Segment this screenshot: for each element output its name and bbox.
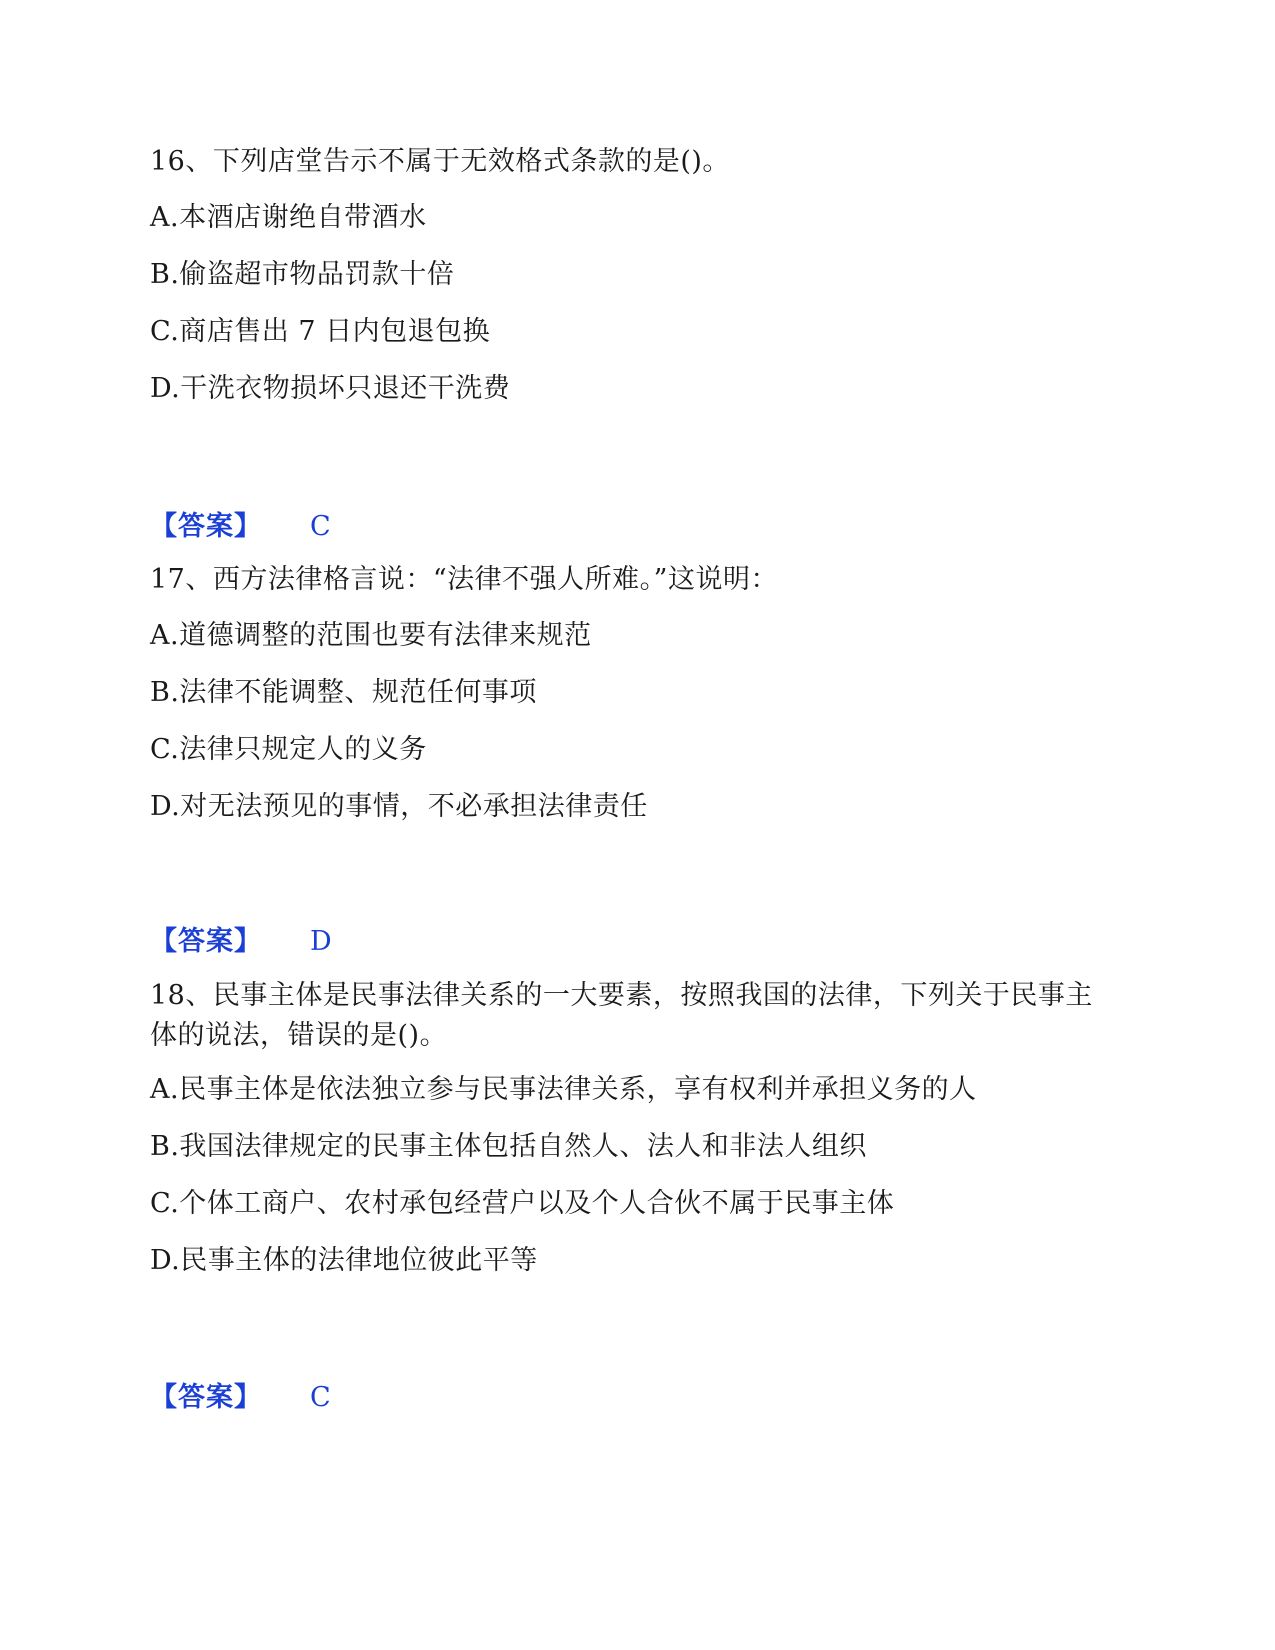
option-d: D.对无法预见的事情，不必承担法律责任: [150, 791, 648, 822]
answer-16: [150, 507, 331, 547]
option-a: A.民事主体是依法独立参与民事法律关系，享有权利并承担义务的人: [150, 1074, 977, 1105]
question-16: [150, 142, 1130, 426]
answer-value: D: [310, 926, 332, 957]
option-a: A.道德调整的范围也要有法律来规范: [150, 620, 592, 651]
question-17: [150, 560, 1130, 844]
option-b: B.我国法律规定的民事主体包括自然人、法人和非法人组织: [150, 1131, 867, 1162]
question-stem: 16、下列店堂告示不属于无效格式条款的是()。: [150, 146, 730, 177]
answer-18: [150, 1378, 331, 1418]
answer-value: C: [310, 1382, 331, 1413]
option-a: A.本酒店谢绝自带酒水: [150, 202, 427, 233]
option-b: B.偷盗超市物品罚款十倍: [150, 259, 455, 290]
answer-value: C: [310, 511, 331, 542]
question-stem: 17、西方法律格言说：“法律不强人所难。”这说明：: [150, 564, 778, 595]
answer-label: 【答案】: [150, 926, 262, 957]
question-stem: 18、民事主体是民事法律关系的一大要素，按照我国的法律，下列关于民事主体的说法，错误的是()。: [150, 980, 1093, 1051]
answer-17: [150, 922, 332, 962]
answer-label: 【答案】: [150, 1382, 262, 1413]
option-c: C.商店售出 7 日内包退包换: [150, 316, 491, 347]
option-c: C.法律只规定人的义务: [150, 734, 427, 765]
option-c: C.个体工商户、农村承包经营户以及个人合伙不属于民事主体: [150, 1188, 895, 1219]
option-d: D.干洗衣物损坏只退还干洗费: [150, 373, 511, 404]
option-d: D.民事主体的法律地位彼此平等: [150, 1245, 538, 1276]
question-18: [150, 976, 1110, 1298]
option-b: B.法律不能调整、规范任何事项: [150, 677, 537, 708]
answer-label: 【答案】: [150, 511, 262, 542]
